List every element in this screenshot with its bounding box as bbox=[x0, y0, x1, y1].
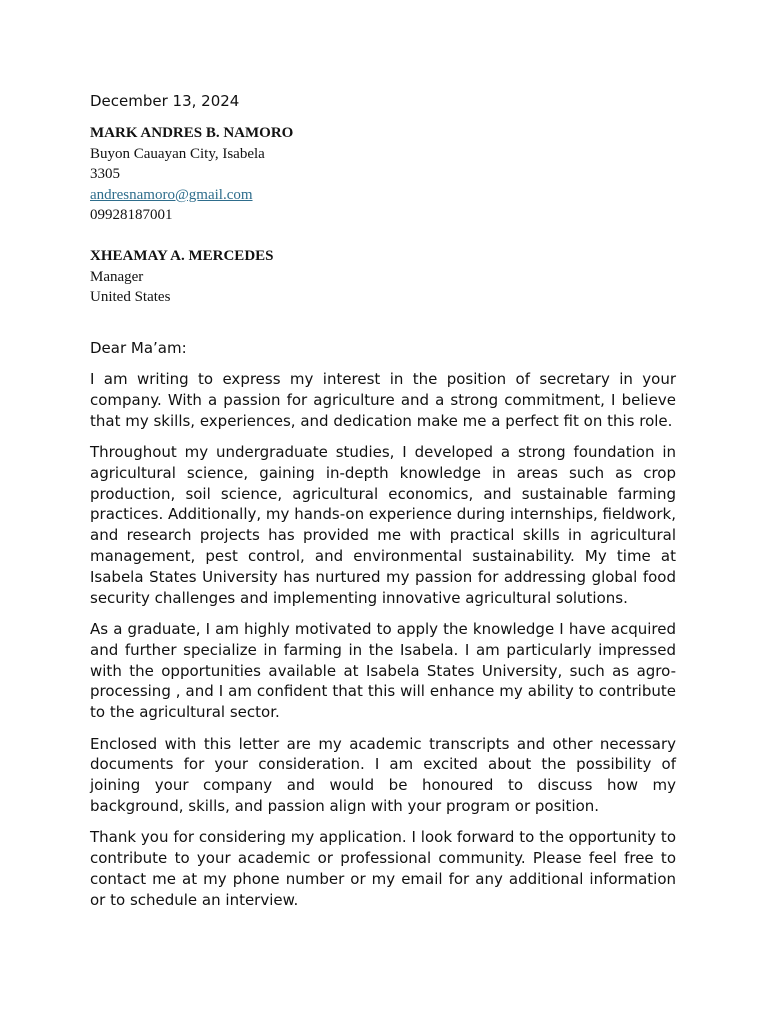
salutation: Dear Ma’am: bbox=[90, 339, 187, 357]
sender-zip: 3305 bbox=[90, 166, 120, 183]
body-paragraph-3: As a graduate, I am highly motivated to apply the knowledge I have acquired and further specialize in farming in the Isabela. I am particularly impressed with the opportunities available at Isabela States University, such as agro-processing , and I am confident that this will enhance my ability to contribute to the agricultural sector. bbox=[90, 619, 676, 722]
sender-phone: 09928187001 bbox=[90, 207, 173, 224]
sender-address: Buyon Cauayan City, Isabela bbox=[90, 145, 265, 162]
recipient-title: Manager bbox=[90, 268, 144, 285]
letter-date: December 13, 2024 bbox=[90, 92, 240, 110]
recipient-block bbox=[90, 246, 274, 308]
sender-block bbox=[90, 123, 293, 226]
body-paragraph-5: Thank you for considering my application. I look forward to the opportunity to contribute to your academic or professional community. Please feel free to contact me at my phone number or my email for any additional information or to schedule an interview. bbox=[90, 828, 676, 909]
body-paragraph-4: Enclosed with this letter are my academic transcripts and other necessary documents for your consideration. I am excited about the possibility of joining your company and would be honoured to discuss how my background, skills, and passion align with your program or position. bbox=[90, 734, 676, 815]
body-paragraph-1: I am writing to express my interest in the position of secretary in your company. With a passion for agriculture and a strong commitment, I believe that my skills, experiences, and dedication make me a perfect fit on this role. bbox=[90, 370, 676, 430]
sender-name: MARK ANDRES B. NAMORO bbox=[90, 125, 294, 141]
body-paragraph-2: Throughout my undergraduate studies, I developed a strong foundation in agricultural science, gaining in-depth knowledge in areas such as crop production, soil science, agricultural economics, and sustainable farming practices. Additionally, my hands-on experience during internships, fieldwork, and research projects has provided me with practical skills in agricultural management, pest control, and environmental sustainability. My time at Isabela States University has nurtured my passion for addressing global food security challenges and implementing innovative agricultural solutions. bbox=[90, 442, 676, 607]
recipient-country: United States bbox=[90, 289, 171, 306]
recipient-name: XHEAMAY A. MERCEDES bbox=[90, 248, 274, 264]
letter-body bbox=[90, 369, 676, 921]
sender-email-link[interactable]: andresnamoro@gmail.com bbox=[90, 186, 253, 203]
